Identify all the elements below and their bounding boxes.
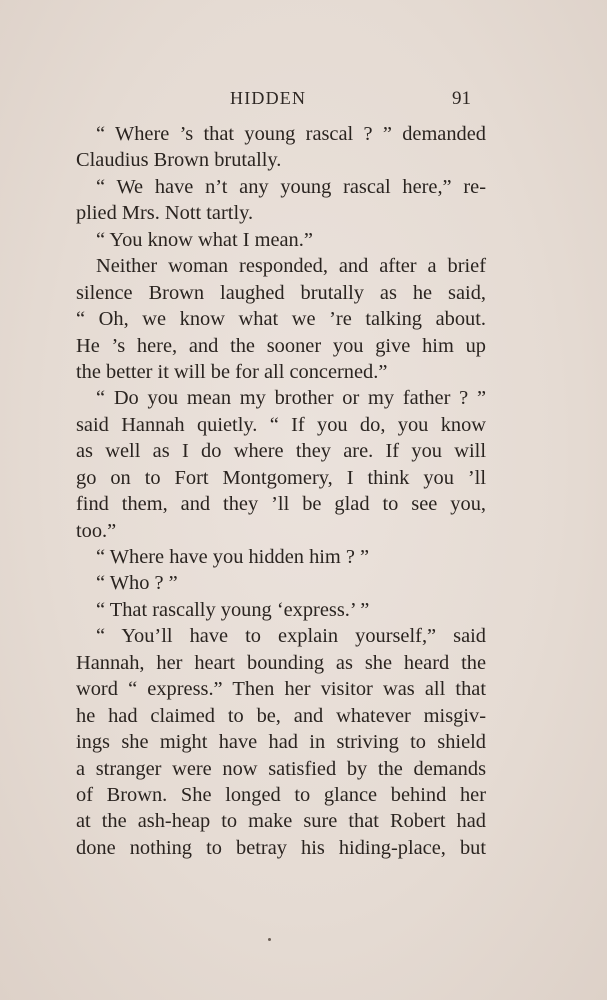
- running-head-title: HIDDEN: [230, 88, 307, 108]
- text-line: Neither woman responded, and after a brief: [96, 255, 486, 278]
- text-line: the better it will be for all concerned.”: [76, 360, 388, 383]
- text-line: of Brown. She longed to glance behind her: [76, 783, 486, 806]
- text-line: go on to Fort Montgomery, I think you ’ll: [76, 466, 486, 489]
- text-line: plied Mrs. Nott tartly.: [76, 202, 254, 225]
- text-line: done nothing to betray his hiding-place, but: [76, 836, 486, 859]
- text-line: said Hannah quietly. “ If you do, you know: [76, 413, 486, 436]
- text-line: he had claimed to be, and whatever misgiv-: [76, 704, 486, 727]
- text-line: ings she might have had in striving to shield: [76, 731, 486, 754]
- text-line: word “ express.” Then her visitor was all that: [76, 678, 486, 701]
- text-line: too.”: [76, 519, 117, 542]
- text-line: Claudius Brown brutally.: [76, 149, 282, 172]
- text-line: “ Who ? ”: [96, 572, 178, 595]
- text-line: at the ash-heap to make sure that Robert had: [76, 810, 486, 833]
- text-line: silence Brown laughed brutally as he said,: [76, 281, 486, 304]
- text-line: Hannah, her heart bounding as she heard the: [76, 651, 486, 674]
- text-line: “ That rascally young ‘express.’ ”: [96, 598, 370, 621]
- text-line: find them, and they ’ll be glad to see you,: [76, 493, 486, 516]
- text-line: He ’s here, and the sooner you give him up: [76, 334, 486, 357]
- paper-speck: [268, 938, 271, 941]
- text-line: “ You’ll have to explain yourself,” said: [96, 625, 486, 648]
- text-line: as well as I do where they are. If you will: [76, 440, 486, 463]
- page-number: 91: [452, 88, 471, 109]
- text-line: a stranger were now satisfied by the demands: [76, 757, 486, 780]
- text-line: “ You know what I mean.”: [96, 228, 313, 251]
- running-head: [0, 88, 607, 112]
- text-line: “ Where ’s that young rascal ? ” demanded: [96, 123, 486, 145]
- body-text: [76, 121, 486, 861]
- text-line: “ Where have you hidden him ? ”: [96, 546, 370, 568]
- text-line: “ Do you mean my brother or my father ? ”: [96, 387, 486, 410]
- text-line: “ Oh, we know what we ’re talking about.: [76, 308, 486, 331]
- text-line: “ We have n’t any young rascal here,” re-: [96, 175, 486, 198]
